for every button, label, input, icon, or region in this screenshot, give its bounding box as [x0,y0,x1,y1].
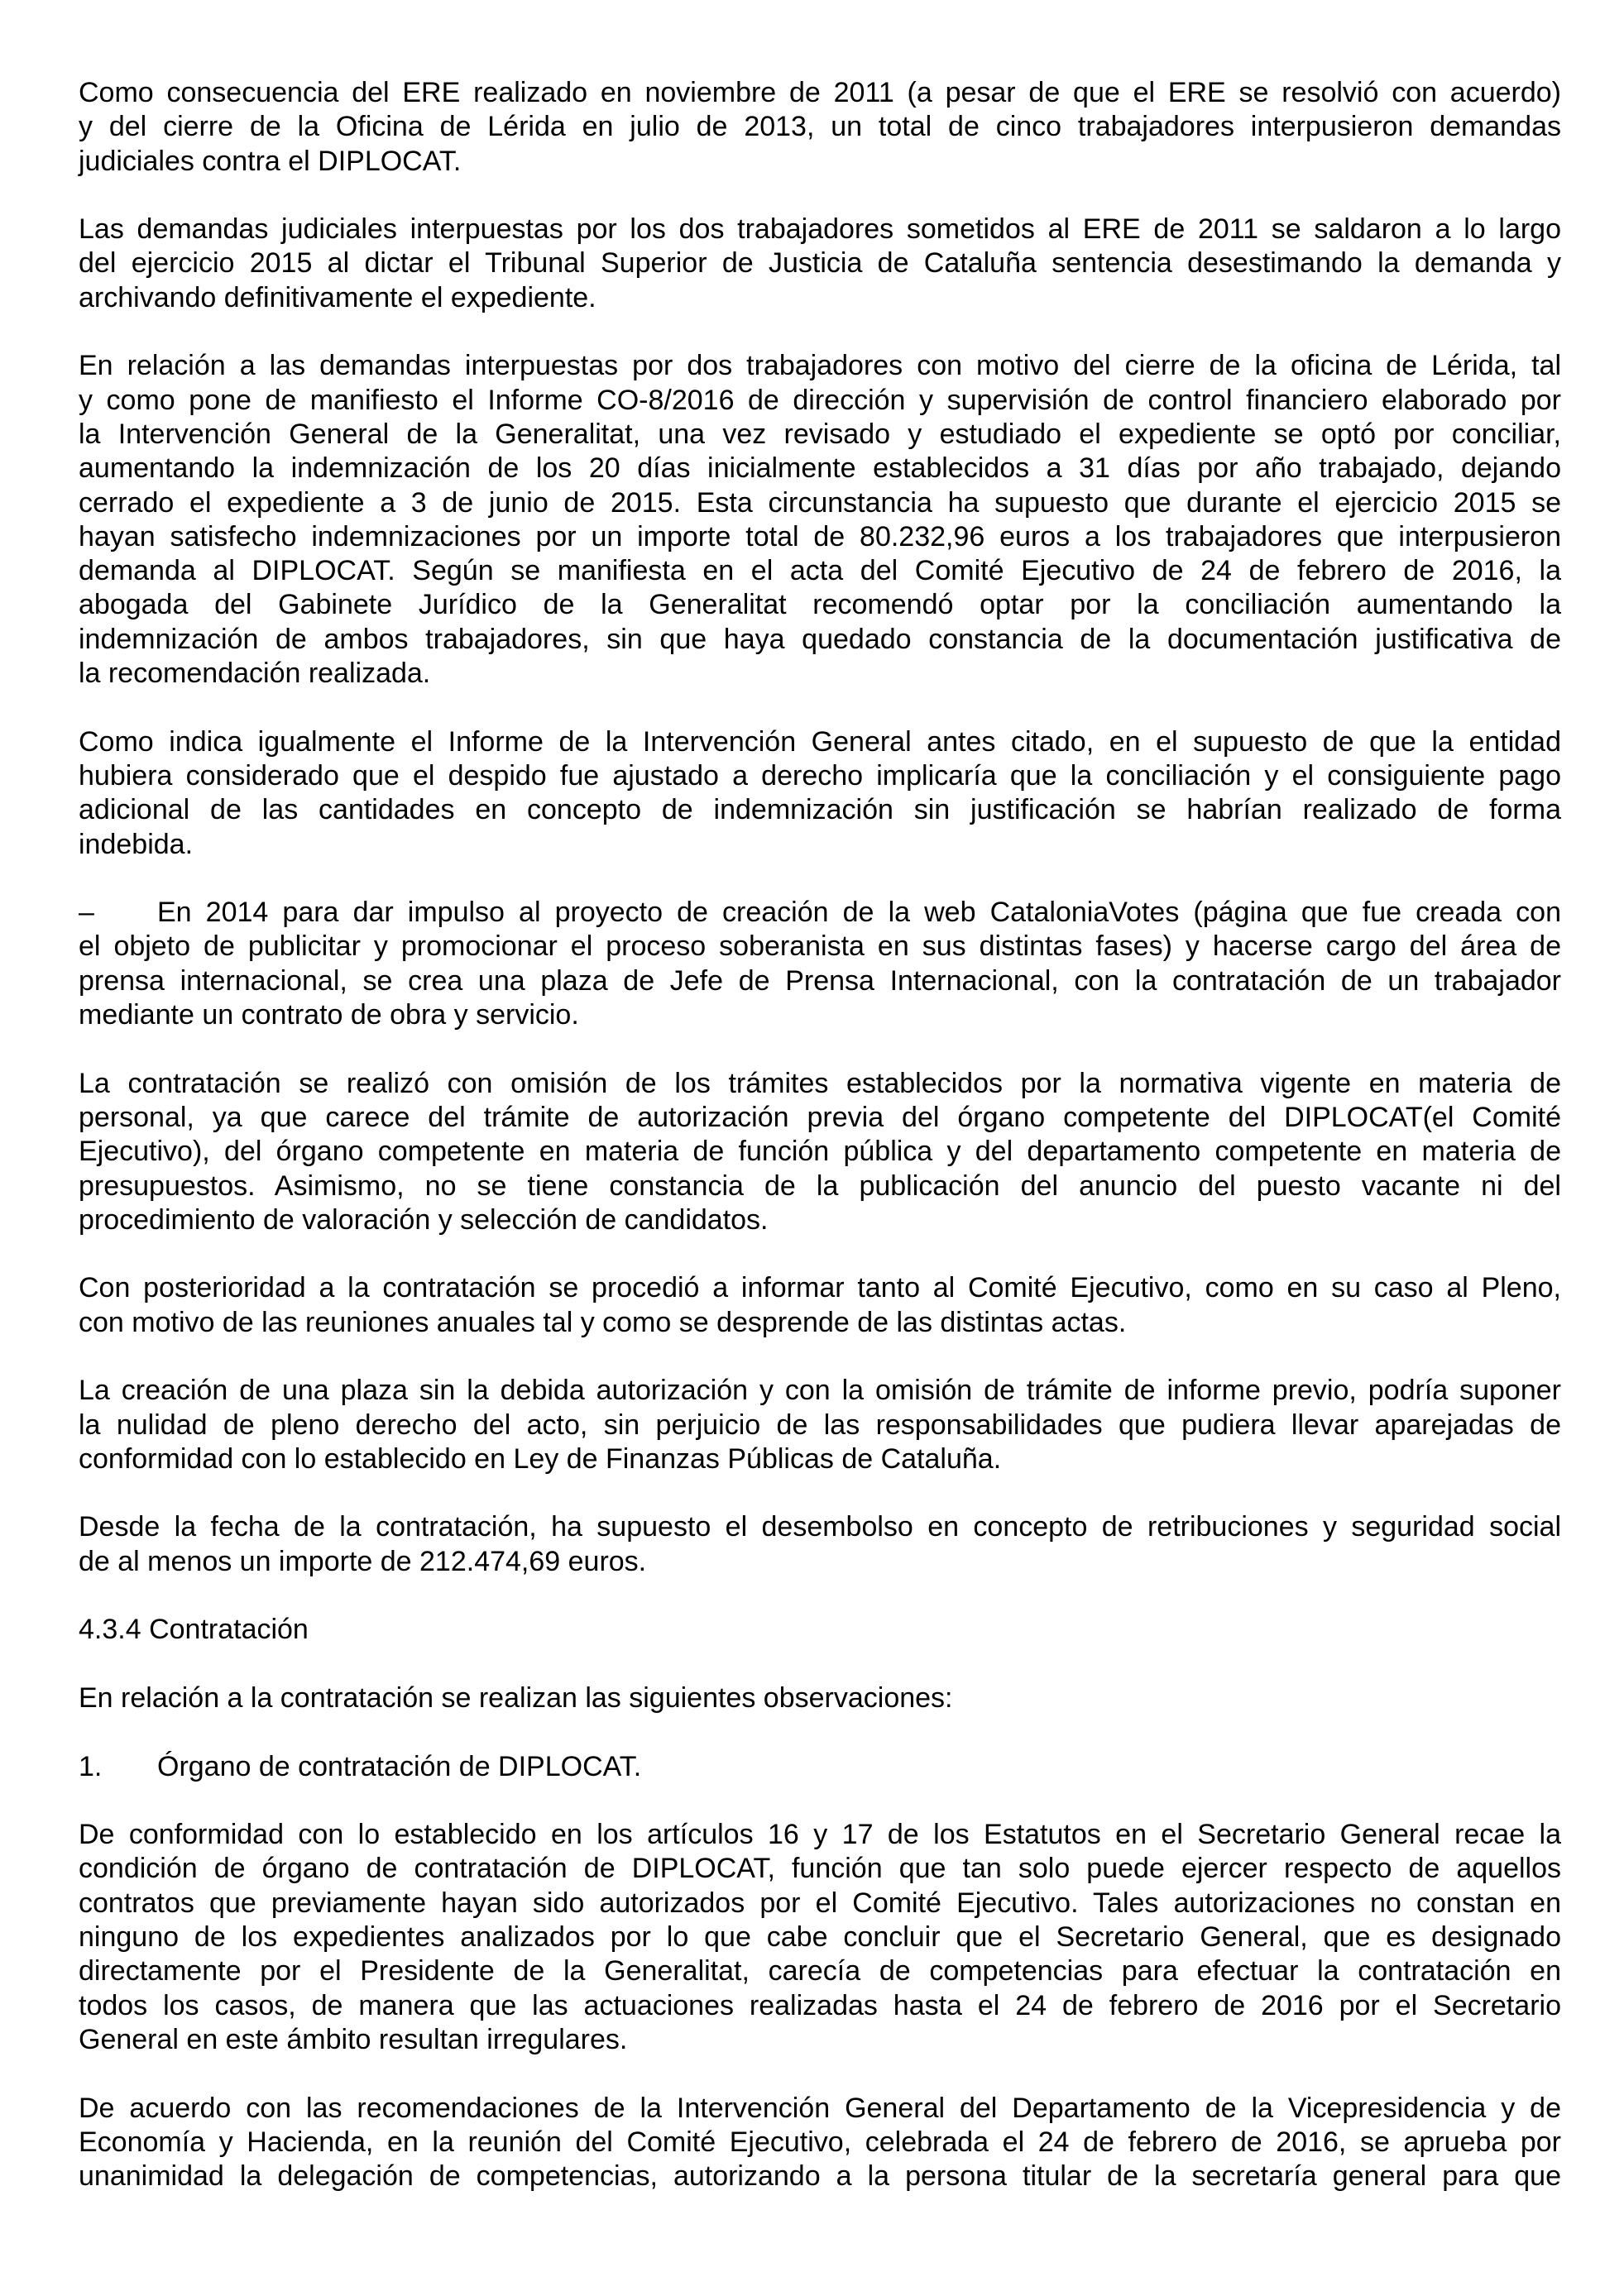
list-item [79,1750,1561,1784]
text-line: judiciales contra el DIPLOCAT. [79,145,462,177]
text-line: condición de órgano de contratación de DIPLOCAT, función que tan solo puede ejercer respecto de aquellos [79,1853,1561,1885]
text-line: Ejecutivo), del órgano competente en materia de función pública y del departamento competente en materia de [79,1136,1561,1168]
text-line-content: Órgano de contratación de DIPLOCAT. [157,1750,642,1782]
text-line: aumentando la indemnización de los 20 días inicialmente establecidos a 31 días por año trabajado, dejando [79,452,1561,485]
text-line: ninguno de los expedientes analizados por lo que cabe concluir que el Secretario General, que es designado [79,1921,1561,1954]
document-page [79,76,1561,2228]
paragraph [79,2092,1561,2194]
text-line: todos los casos, de manera que las actuaciones realizadas hasta el 24 de febrero de 2016 por el Secretario [79,1989,1561,2021]
text-line [79,896,1561,930]
text-line: La contratación se realizó con omisión de los trámites establecidos por la normativa vigente en materia de [79,1067,1561,1099]
paragraph [79,1271,1561,1340]
text-line: la nulidad de pleno derecho del acto, sin perjuicio de las responsabilidades que pudiera llevar aparejadas de [79,1409,1561,1441]
text-line: Con posterioridad a la contratación se procedió a informar tanto al Comité Ejecutivo, como en su caso al Pleno, [79,1272,1561,1304]
text-line: Desde la fecha de la contratación, ha supuesto el desembolso en concepto de retribuciones y seguridad social [79,1511,1561,1543]
list-marker: – [79,897,94,929]
text-line: mediante un contrato de obra y servicio. [79,999,579,1031]
paragraph [79,1374,1561,1476]
text-line: conformidad con lo establecido en Ley de Finanzas Públicas de Cataluña. [79,1442,1002,1475]
text-line: la recomendación realizada. [79,658,431,690]
text-line: cerrado el expediente a 3 de junio de 2015. Esta circunstancia ha supuesto que durante el ejercicio 2015 se [79,486,1561,519]
text-line: demanda al DIPLOCAT. Según se manifiesta en el acta del Comité Ejecutivo de 24 de febrero de 2016, la [79,555,1561,587]
text-line: procedimiento de valoración y selección de candidatos. [79,1203,769,1236]
text-line: la Intervención General de la Generalitat, una vez revisado y estudiado el expediente se optó por conciliar, [79,418,1561,450]
text-line: contratos que previamente hayan sido autorizados por el Comité Ejecutivo. Tales autorizaciones no constan en [79,1887,1561,1919]
text-line: prensa internacional, se crea una plaza de Jefe de Prensa Internacional, con la contratación de un trabajador [79,964,1561,997]
text-line: el objeto de publicitar y promocionar el proceso soberanista en sus distintas fases) y hacerse cargo del área de [79,930,1561,963]
section-heading [79,1613,1561,1647]
paragraph [79,1067,1561,1237]
paragraph [79,725,1561,862]
text-line: En relación a la contratación se realizan las siguientes observaciones: [79,1681,953,1714]
text-line: con motivo de las reuniones anuales tal y como se desprende de las distintas actas. [79,1306,1127,1338]
text-line: y del cierre de la Oficina de Lérida en julio de 2013, un total de cinco trabajadores interpusieron demandas [79,111,1561,143]
text-line: hayan satisfecho indemnizaciones por un importe total de 80.232,96 euros a los trabajadores que interpusieron [79,520,1561,552]
text-line: abogada del Gabinete Jurídico de la Generalitat recomendó optar por la conciliación aumentando la [79,589,1561,621]
text-line: archivando definitivamente el expediente. [79,281,596,313]
text-line: De conformidad con lo establecido en los artículos 16 y 17 de los Estatutos en el Secretario General recae la [79,1819,1561,1851]
text-line: General en este ámbito resultan irregulares. [79,2023,628,2055]
text-line: unanimidad la delegación de competencias, autorizando a la persona titular de la secretaría general para que [79,2160,1561,2193]
paragraph [79,213,1561,315]
text-line: Como consecuencia del ERE realizado en noviembre de 2011 (a pesar de que el ERE se resolvió con acuerdo) [79,77,1561,108]
text-line: Como indica igualmente el Informe de la Intervención General antes citado, en el supuesto de que la entidad [79,725,1561,758]
paragraph [79,349,1561,691]
text-line: y como pone de manifiesto el Informe CO-8/2016 de dirección y supervisión de control financiero elaborado por [79,384,1561,416]
list-item [79,896,1561,1032]
text-line: Las demandas judiciales interpuestas por los dos trabajadores sometidos al ERE de 2011 se saldaron a lo largo [79,213,1561,246]
list-marker: 1. [79,1750,103,1782]
paragraph [79,1818,1561,2057]
text-line: indemnización de ambos trabajadores, sin que haya quedado constancia de la documentación justificativa de [79,623,1561,655]
text-line: adicional de las cantidades en concepto de indemnización sin justificación se habrían realizado de forma [79,794,1561,826]
text-line: indebida. [79,828,194,860]
text-line: De acuerdo con las recomendaciones de la Intervención General del Departamento de la Vicepresidencia y de [79,2092,1561,2124]
text-line: de al menos un importe de 212.474,69 euros. [79,1545,647,1577]
paragraph [79,1681,1561,1715]
paragraph [79,1510,1561,1579]
text-line: personal, ya que carece del trámite de autorización previa del órgano competente del DIPLOCAT(el Comité [79,1101,1561,1133]
text-line-content: En 2014 para dar impulso al proyecto de creación de la web CataloniaVotes (página que fue creada con [157,897,1561,929]
text-line: presupuestos. Asimismo, no se tiene constancia de la publicación del anuncio del puesto vacante ni del [79,1170,1561,1202]
text-line: 4.3.4 Contratación [79,1614,309,1646]
text-line: La creación de una plaza sin la debida autorización y con la omisión de trámite de informe previo, podría suponer [79,1375,1561,1407]
text-line: directamente por el Presidente de la Generalitat, carecía de competencias para efectuar la contratación en [79,1955,1561,1987]
paragraph [79,76,1561,179]
text-line: En relación a las demandas interpuestas por dos trabajadores con motivo del cierre de la oficina de Lérida, tal [79,350,1561,382]
text-line: Economía y Hacienda, en la reunión del Comité Ejecutivo, celebrada el 24 de febrero de 2016, se aprueba por [79,2126,1561,2158]
text-line: del ejercicio 2015 al dictar el Tribunal Superior de Justicia de Cataluña sentencia desestimando la demanda y [79,247,1561,280]
text-line: hubiera considerado que el despido fue ajustado a derecho implicaría que la conciliación y el consiguiente pago [79,759,1561,792]
text-line [79,1750,1561,1784]
